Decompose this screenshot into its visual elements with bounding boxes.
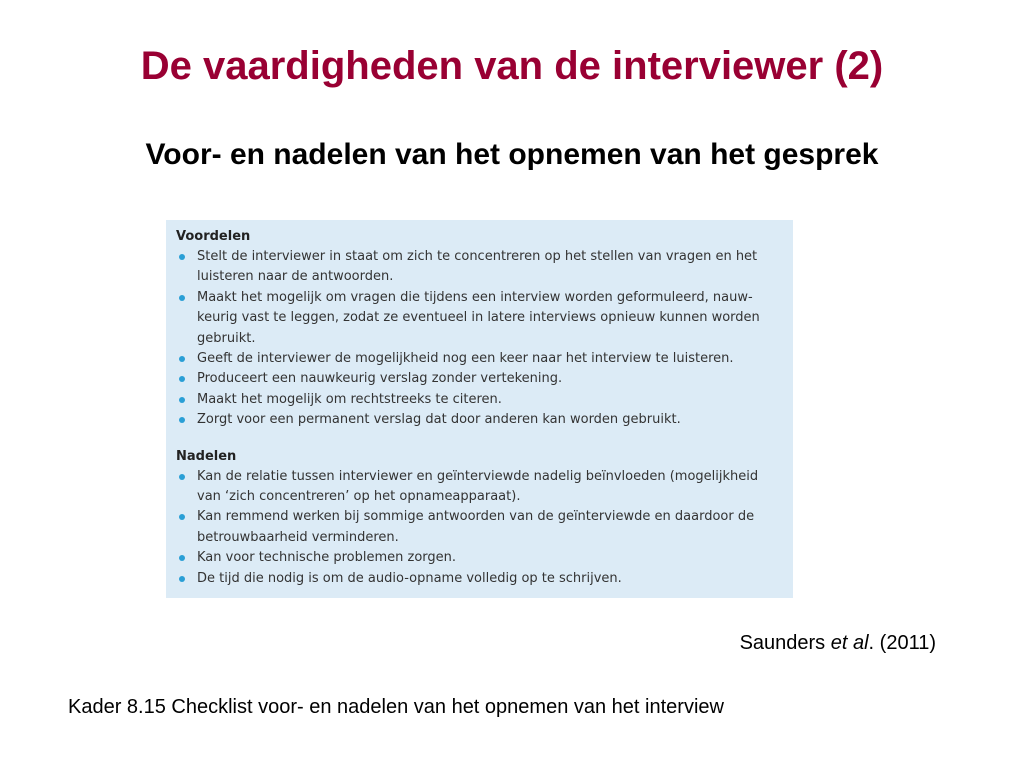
- list-item-text: Kan voor technische problemen zorgen.: [197, 550, 457, 566]
- list-item-text: Produceert een nauwkeurig verslag zonder vertekening.: [197, 371, 563, 387]
- bullet-icon: [179, 555, 185, 561]
- citation-year: . (2011): [868, 632, 936, 654]
- section-spacer: [176, 431, 783, 448]
- list-item: [176, 507, 783, 548]
- list-item: [176, 569, 783, 589]
- advantages-heading: Voordelen: [176, 229, 251, 244]
- bullet-icon: [179, 295, 185, 301]
- disadvantages-list: [176, 467, 783, 589]
- bullet-icon: [179, 397, 185, 403]
- list-item: [176, 247, 783, 288]
- figure-caption: Kader 8.15 Checklist voor- en nadelen van het opnemen van het interview: [68, 696, 724, 718]
- list-item-text: Geeft de interviewer de mogelijkheid nog een keer naar het interview te luisteren.: [197, 351, 734, 367]
- list-item-text: Maakt het mogelijk om vragen die tijdens een interview worden geformuleerd, nauw- keurig vast te leggen, zodat ze eventueel in latere interviews opnieuw kunnen worden gebruikt.: [197, 289, 760, 346]
- list-item: [176, 390, 783, 410]
- disadvantages-heading: Nadelen: [176, 448, 237, 464]
- advantages-list: [176, 247, 783, 431]
- bullet-icon: [179, 254, 185, 260]
- list-item-text: Zorgt voor een permanent verslag dat door anderen kan worden gebruikt.: [197, 412, 681, 428]
- bullet-icon: [179, 474, 185, 480]
- list-item: [176, 410, 783, 430]
- list-item: [176, 369, 783, 389]
- citation-author: Saunders: [739, 632, 831, 654]
- list-item-text: Stelt de interviewer in staat om zich te concentreren op het stellen van vragen en het luisteren naar de antwoorden.: [197, 249, 758, 285]
- bullet-icon: [179, 417, 185, 423]
- list-item: [176, 467, 783, 508]
- bullet-icon: [179, 576, 185, 582]
- checklist-box: [166, 220, 793, 598]
- list-item: [176, 548, 783, 568]
- bullet-icon: [179, 376, 185, 382]
- list-item: [176, 288, 783, 349]
- bullet-icon: [179, 356, 185, 362]
- citation-etal: et al: [830, 632, 869, 654]
- list-item-text: De tijd die nodig is om de audio-opname volledig op te schrijven.: [197, 570, 622, 586]
- list-item-text: Kan remmend werken bij sommige antwoorden van de geïnterviewde en daardoor de betrouwbaarheid verminderen.: [197, 509, 755, 545]
- slide-subtitle: Voor- en nadelen van het opnemen van het gesprek: [145, 138, 879, 171]
- list-item-text: Kan de relatie tussen interviewer en geïnterviewde nadelig beïnvloeden (mogelijkheid van ‘zich concentreren’ op het opnameapparaat).: [197, 468, 759, 505]
- list-item: [176, 349, 783, 369]
- slide-title: De vaardigheden van de interviewer (2): [140, 44, 884, 88]
- bullet-icon: [179, 514, 185, 520]
- source-citation: [740, 630, 936, 656]
- list-item-text: Maakt het mogelijk om rechtstreeks te citeren.: [197, 391, 502, 407]
